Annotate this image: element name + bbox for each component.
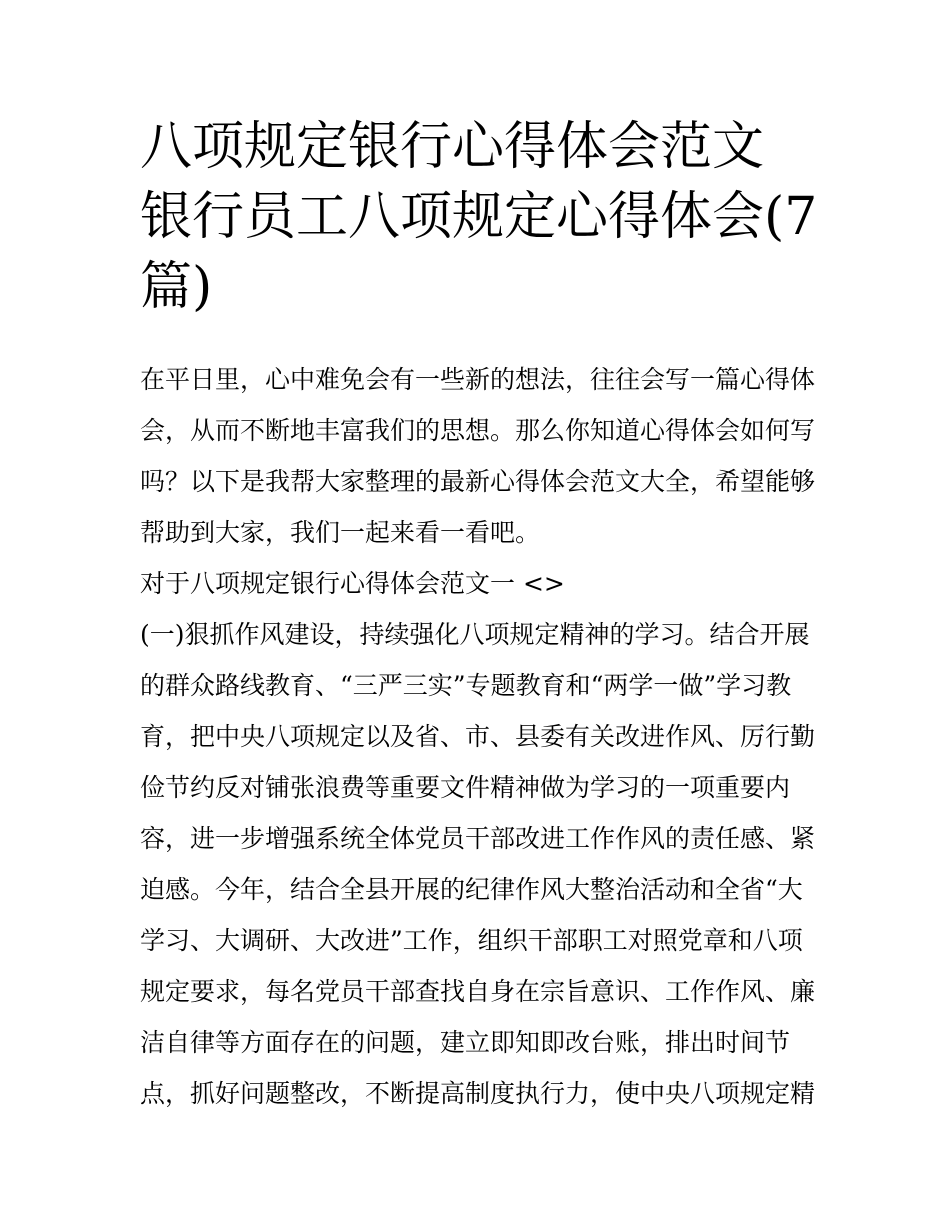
section-heading: 对于八项规定银行心得体会范文一 <>: [140, 569, 565, 598]
document-title: 八项规定银行心得体会范文 银行员工八项规定心得体会(7篇): [140, 117, 818, 317]
body-paragraph: (一)狠抓作风建设，持续强化八项规定精神的学习。结合开展的群众路线教育、“三严三实”专题教育和“两学一做”学习教育，把中央八项规定以及省、市、县委有关改进作风、厉行勤俭节约反对铺张浪费等重要文件精神做为学习的一项重要内容，进一步增强系统全体党员干部改进工作作风的责任感、紧迫感。今年，结合全县开展的纪律作风大整治活动和全省“大学习、大调研、大改进”工作，组织干部职工对照党章和八项规定要求，每名党员干部查找自身在宗旨意识、工作作风、廉洁自律等方面存在的问题，建立即知即改台账，排出时间节点，抓好问题整改，不断提高制度执行力，使中央八项规定精: [140, 620, 816, 1108]
document-body: [140, 354, 820, 1119]
intro-paragraph: 在平日里，心中难免会有一些新的想法，往往会写一篇心得体会，从而不断地丰富我们的思想。那么你知道心得体会如何写吗？以下是我帮大家整理的最新心得体会范文大全，希望能够帮助到大家，我们一起来看一看吧。: [140, 365, 816, 547]
